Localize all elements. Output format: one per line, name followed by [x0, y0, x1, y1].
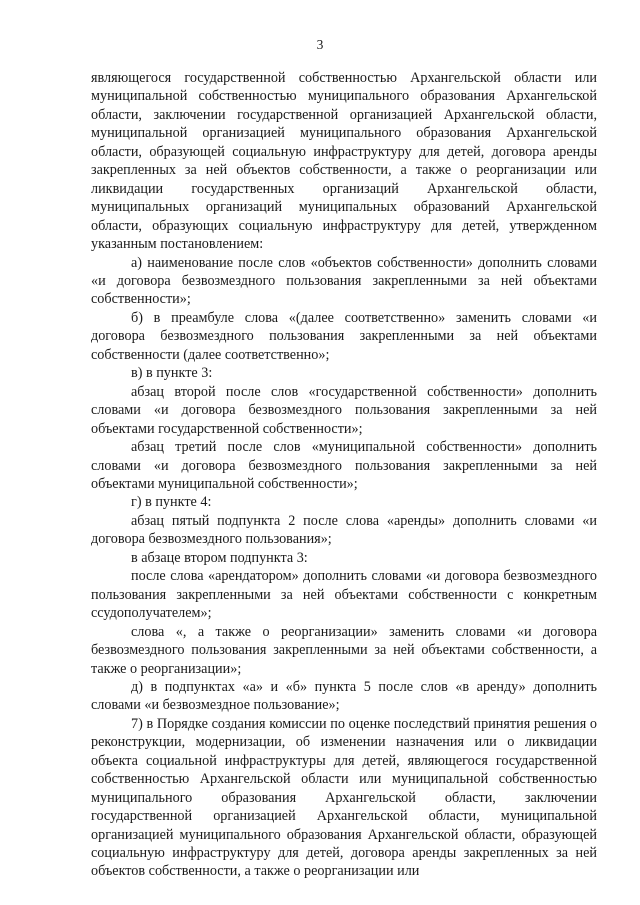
- paragraph-after-arendator: после слова «арендатором» дополнить словами «и договора безвозмездного пользования закрепленными за ней объектами собственности с конкретным ссудополучателем»;: [91, 568, 597, 622]
- document-body: [91, 69, 597, 881]
- paragraph-abzac-second: абзац второй после слов «государственной собственности» дополнить словами «и договора безвозмездного пользования закрепленными за ней объектами государственной собственности»;: [91, 383, 597, 437]
- paragraph-item-g: г) в пункте 4:: [131, 494, 212, 511]
- paragraph-words-reorganization: слова «, а также о реорганизации» заменить словами «и договора безвозмездного пользования закрепленными за ней объектами собственности, а также о реорганизации»;: [91, 623, 597, 677]
- paragraph-item-a: а) наименование после слов «объектов собственности» дополнить словами «и договора безвозмездного пользования закрепленными за ней объектами собственности»;: [91, 254, 597, 308]
- paragraph-abzac-second-sub3: в абзаце втором подпункта 3:: [131, 549, 308, 566]
- page-number: 3: [316, 37, 324, 52]
- paragraph-item-7: 7) в Порядке создания комиссии по оценке последствий принятия решения о реконструкции, модернизации, об изменении назначения или о ликвидации объекта социальной инфраструктуры для детей, являющегося государственной собственностью Архангельской области или муниципальной собственностью муниципального образования Архангельской области, заключении государственной организацией Архангельской области, муниципальной организацией муниципального образования Архангельской области, образующей социальную инфраструктуру для детей, договора аренды закрепленных за ней объектов собственности, а также о реорганизации или: [91, 715, 597, 880]
- paragraph-item-d: д) в подпунктах «а» и «б» пункта 5 после слов «в аренду» дополнить словами «и безвозмездное пользование»;: [91, 678, 597, 714]
- paragraph-item-v: в) в пункте 3:: [131, 365, 213, 382]
- paragraph-continuation: являющегося государственной собственностью Архангельской области или муниципальной собственностью муниципального образования Архангельской области, заключении государственной организацией Архангельской области, муниципальной организацией муниципального образования Архангельской области, образующей социальную инфраструктуру для детей, договора аренды закрепленных за ней объектов собственности, а также о реорганизации или ликвидации государственных организаций Архангельской области, муниципальных организаций муниципальных образований Архангельской области, образующих социальную инфраструктуру для детей, утвержденном указанным постановлением:: [91, 70, 597, 253]
- paragraph-item-b: б) в преамбуле слова «(далее соответственно» заменить словами «и договора безвозмездного пользования закрепленными за ней объектами собственности (далее соответственно»;: [91, 309, 597, 363]
- paragraph-abzac-fifth: абзац пятый подпункта 2 после слова «аренды» дополнить словами «и договора безвозмездного пользования»;: [91, 512, 597, 548]
- paragraph-abzac-third: абзац третий после слов «муниципальной собственности» дополнить словами «и договора безвозмездного пользования закрепленными за ней объектами муниципальной собственности»;: [91, 439, 597, 492]
